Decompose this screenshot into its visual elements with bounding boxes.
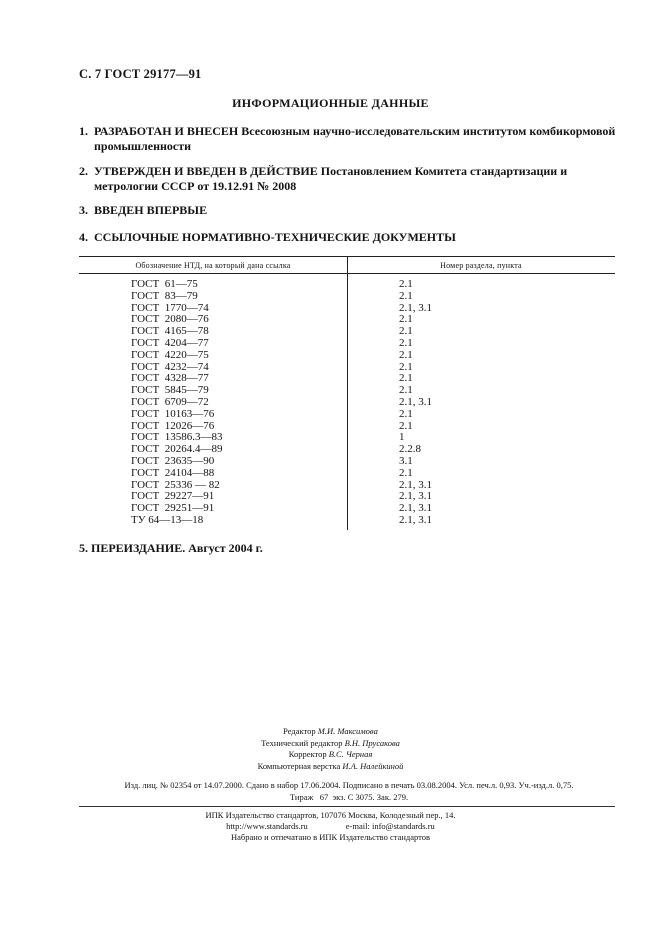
- column-header-section: Номер раздела, пункта: [440, 261, 522, 270]
- table-row: [79, 397, 615, 409]
- imprint-line-1: Изд. лиц. № 02354 от 14.07.2000. Сдано в набор 17.06.2004. Подписано в печать 03.08.2004. Усл. печ.л. 0,93. Уч.-изд.л. 0,75.: [124, 780, 574, 790]
- section-cell: 2.1: [399, 278, 413, 290]
- info-item-4: [79, 230, 619, 245]
- column-header-document: Обозначение НТД, на который дана ссылка: [135, 261, 291, 270]
- item-lead: ВВЕДЕН ВПЕРВЫЕ: [94, 203, 208, 217]
- credit-role: Редактор: [283, 726, 316, 736]
- section-cell: 2.1: [399, 419, 413, 432]
- section-cell: 2.1: [399, 466, 413, 479]
- document-cell: ГОСТ 6709—72: [131, 395, 209, 408]
- table-row: [79, 291, 615, 303]
- document-cell: ГОСТ 20264.4—89: [131, 443, 223, 456]
- credit-technical-editor: [0, 738, 661, 750]
- section-cell: 2.2.8: [399, 443, 421, 456]
- section-cell: 2.1: [399, 407, 413, 420]
- section-cell: 2.1, 3.1: [399, 478, 432, 491]
- document-cell: ТУ 64—13—18: [131, 513, 204, 526]
- section-cell: 2.1: [399, 360, 413, 373]
- document-cell: ГОСТ 4328—77: [131, 372, 209, 385]
- reference-documents-table: [79, 256, 615, 530]
- section-cell: 2.1, 3.1: [399, 395, 432, 408]
- credit-role: Компьютерная верстка: [257, 760, 341, 771]
- credit-name: В.Н. Прусакова: [344, 737, 400, 748]
- credit-corrector: [0, 749, 661, 761]
- section-cell: 3.1: [399, 454, 413, 467]
- item-number: 3.: [79, 203, 88, 217]
- info-item-3: [79, 203, 619, 218]
- item-lead: УТВЕРЖДЕН И ВВЕДЕН В ДЕЙСТВИЕ: [94, 164, 318, 178]
- document-cell: ГОСТ 83—79: [131, 289, 198, 302]
- credit-layout: [0, 761, 661, 773]
- item-lead: ССЫЛОЧНЫЕ НОРМАТИВНО-ТЕХНИЧЕСКИЕ ДОКУМЕНТЫ: [94, 230, 456, 244]
- document-cell: ГОСТ 4232—74: [131, 360, 209, 373]
- section-title: ИНФОРМАЦИОННЫЕ ДАННЫЕ: [232, 96, 429, 110]
- section-cell: 2.1, 3.1: [399, 513, 432, 526]
- document-cell: ГОСТ 25336 — 82: [131, 478, 220, 491]
- publisher-contacts: [0, 821, 661, 832]
- table-body: [79, 279, 615, 527]
- document-cell: ГОСТ 4220—75: [131, 348, 209, 361]
- section-cell: 2.1: [399, 336, 413, 349]
- item-number: 2.: [79, 164, 88, 178]
- document-cell: ГОСТ 4165—78: [131, 325, 209, 338]
- document-cell: ГОСТ 24104—88: [131, 466, 215, 479]
- info-item-2: [79, 164, 619, 194]
- item-text: Постановлением Комитета стандартизации и метрологии СССР от 19.12.91 № 2008: [94, 164, 568, 193]
- document-cell: ГОСТ 23635—90: [131, 454, 215, 467]
- credit-editor: [0, 726, 661, 738]
- item-number: 4.: [79, 230, 88, 244]
- document-cell: ГОСТ 2080—76: [131, 313, 209, 326]
- publisher-printed-note: Набрано и отпечатано в ИПК Издательство стандартов: [230, 832, 431, 842]
- credit-role: Корректор: [288, 749, 327, 759]
- item-text: Всесоюзным научно-исследовательским институтом комбикормовой промышленности: [94, 124, 616, 153]
- section-cell: 2.1, 3.1: [399, 502, 432, 515]
- section-cell: 2.1: [399, 384, 413, 397]
- credits-block: [0, 726, 661, 772]
- document-cell: ГОСТ 10163—76: [131, 407, 215, 420]
- info-item-1: [79, 124, 619, 154]
- publisher-address: ИПК Издательство стандартов, 107076 Москва, Колодезный пер., 14.: [205, 810, 456, 820]
- document-cell: ГОСТ 29251—91: [131, 502, 215, 515]
- section-cell: 2.1: [399, 313, 413, 326]
- document-cell: ГОСТ 1770—74: [131, 301, 209, 314]
- publisher-website-link[interactable]: http://www.standards.ru: [226, 821, 308, 831]
- section-cell: 2.1: [399, 325, 413, 338]
- document-cell: ГОСТ 4204—77: [131, 336, 209, 349]
- section-cell: 2.1: [399, 348, 413, 361]
- imprint-line-2: Тираж 67 экз. С 3075. Зак. 279.: [289, 791, 409, 802]
- credit-role: Технический редактор: [261, 737, 343, 748]
- section-cell: 2.1, 3.1: [399, 490, 432, 503]
- document-cell: ГОСТ 29227—91: [131, 490, 215, 503]
- section-cell: 1: [399, 431, 405, 444]
- table-row: [79, 409, 615, 421]
- publisher-block: [0, 810, 661, 843]
- table-row: [79, 468, 615, 480]
- imprint-divider: [79, 806, 615, 807]
- document-cell: ГОСТ 5845—79: [131, 384, 209, 397]
- imprint-block: [79, 780, 619, 803]
- reissue-note: 5. ПЕРЕИЗДАНИЕ. Август 2004 г.: [79, 541, 263, 555]
- credit-name: И.А. Налейкиной: [342, 760, 404, 771]
- document-cell: ГОСТ 13586.3—83: [131, 431, 223, 444]
- document-cell: ГОСТ 12026—76: [131, 419, 215, 432]
- table-row: [79, 338, 615, 350]
- table-row: [79, 456, 615, 468]
- page-header: С. 7 ГОСТ 29177—91: [79, 67, 202, 81]
- item-number: 1.: [79, 124, 88, 138]
- section-cell: 2.1: [399, 289, 413, 302]
- section-cell: 2.1: [399, 372, 413, 385]
- section-cell: 2.1, 3.1: [399, 301, 432, 314]
- document-cell: ГОСТ 61—75: [131, 278, 198, 290]
- credit-name: В.С. Черная: [328, 749, 373, 759]
- item-lead: РАЗРАБОТАН И ВНЕСЕН: [94, 124, 239, 138]
- credit-name: М.И. Максимова: [317, 726, 378, 736]
- publisher-email-link[interactable]: e-mail: info@standards.ru: [345, 821, 435, 831]
- table-row: [79, 350, 615, 362]
- table-row: [79, 515, 615, 527]
